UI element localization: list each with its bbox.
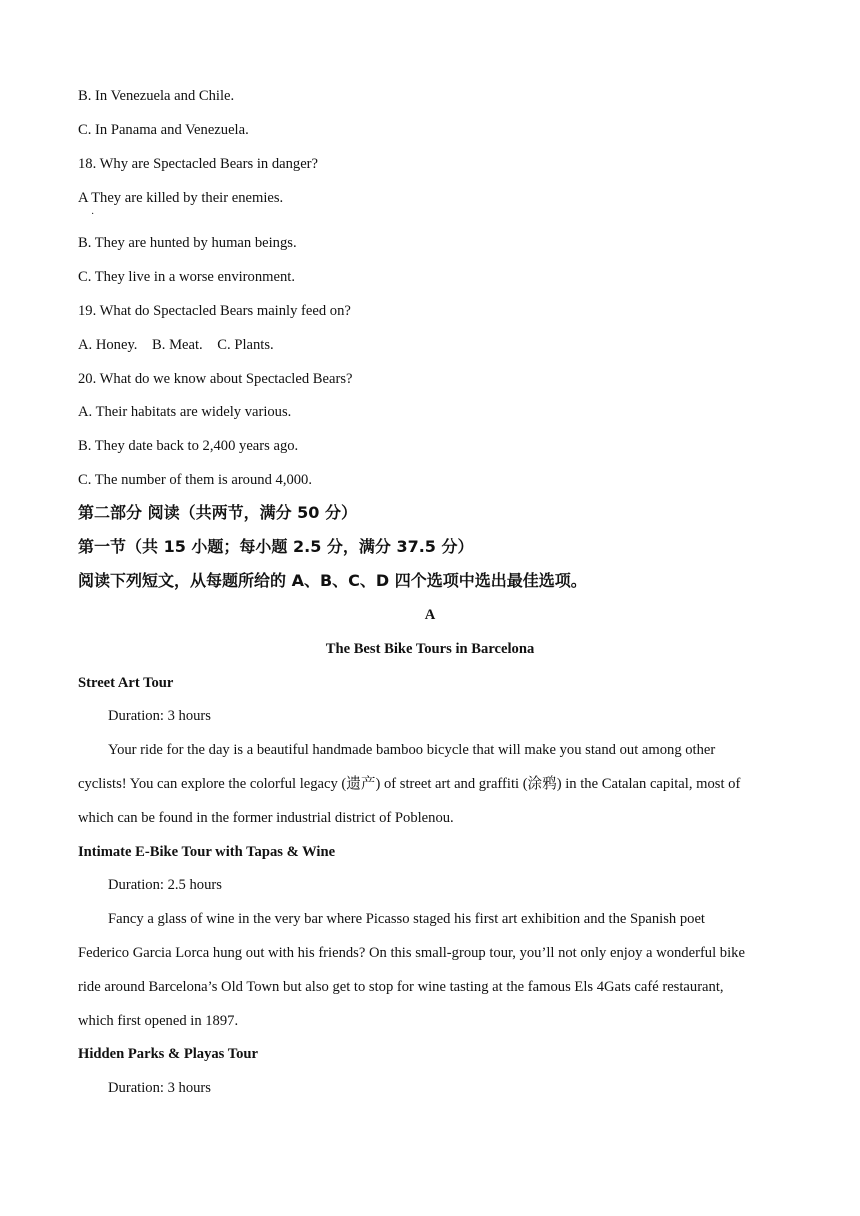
q17-option-b: B. In Venezuela and Chile. — [78, 88, 235, 104]
q20-question: 20. What do we know about Spectacled Bears? — [78, 371, 353, 387]
q17-option-c: C. In Panama and Venezuela. — [78, 122, 249, 138]
q19-question: 19. What do Spectacled Bears mainly feed on? — [78, 303, 351, 319]
paragraph-line: Your ride for the day is a beautiful handmade bamboo bicycle that will make you stand out among other — [108, 742, 716, 758]
tour-name-ebike: Intimate E-Bike Tour with Tapas & Wine — [78, 844, 336, 860]
q19-options: A. Honey. B. Meat. C. Plants. — [78, 337, 274, 353]
tour-duration: Duration: 3 hours — [108, 1080, 211, 1096]
q20-option-b: B. They date back to 2,400 years ago. — [78, 438, 299, 454]
part-heading: 第二部分 阅读（共两节，满分 50 分） — [78, 503, 357, 522]
paragraph-line: which first opened in 1897. — [78, 1013, 239, 1029]
tour-duration: Duration: 2.5 hours — [108, 877, 222, 893]
q18-option-c: C. They live in a worse environment. — [78, 269, 295, 285]
section-instruction: 阅读下列短文，从每题所给的 A、B、C、D 四个选项中选出最佳选项。 — [78, 571, 587, 590]
q18-option-b: B. They are hunted by human beings. — [78, 235, 297, 251]
paragraph-line: ride around Barcelona’s Old Town but also get to stop for wine tasting at the famous Els 4Gats café restaurant, — [78, 979, 724, 995]
tour-name-street-art: Street Art Tour — [78, 675, 174, 691]
q18-option-a: A They are killed by their enemies. — [78, 190, 284, 206]
q20-option-a: A. Their habitats are widely various. — [78, 404, 292, 420]
passage-letter: A — [424, 607, 436, 623]
paragraph-line: which can be found in the former industrial district of Poblenou. — [78, 810, 454, 826]
section-heading: 第一节（共 15 小题；每小题 2.5 分，满分 37.5 分） — [78, 537, 474, 556]
passage-title: The Best Bike Tours in Barcelona — [325, 641, 535, 657]
paragraph-line: Federico Garcia Lorca hung out with his friends? On this small-group tour, you’ll not only enjoy a wonderful bike — [78, 945, 745, 961]
tour-duration: Duration: 3 hours — [108, 708, 211, 724]
q20-option-c: C. The number of them is around 4,000. — [78, 472, 313, 488]
option-a-dot-mark: · — [91, 209, 95, 220]
q18-question: 18. Why are Spectacled Bears in danger? — [78, 156, 319, 172]
tour-name-parks: Hidden Parks & Playas Tour — [78, 1046, 259, 1062]
paragraph-line: cyclists! You can explore the colorful legacy (遗产) of street art and graffiti (涂鸦) in the Catalan capital, most of — [78, 776, 741, 792]
paragraph-line: Fancy a glass of wine in the very bar where Picasso staged his first art exhibition and the Spanish poet — [108, 911, 705, 927]
